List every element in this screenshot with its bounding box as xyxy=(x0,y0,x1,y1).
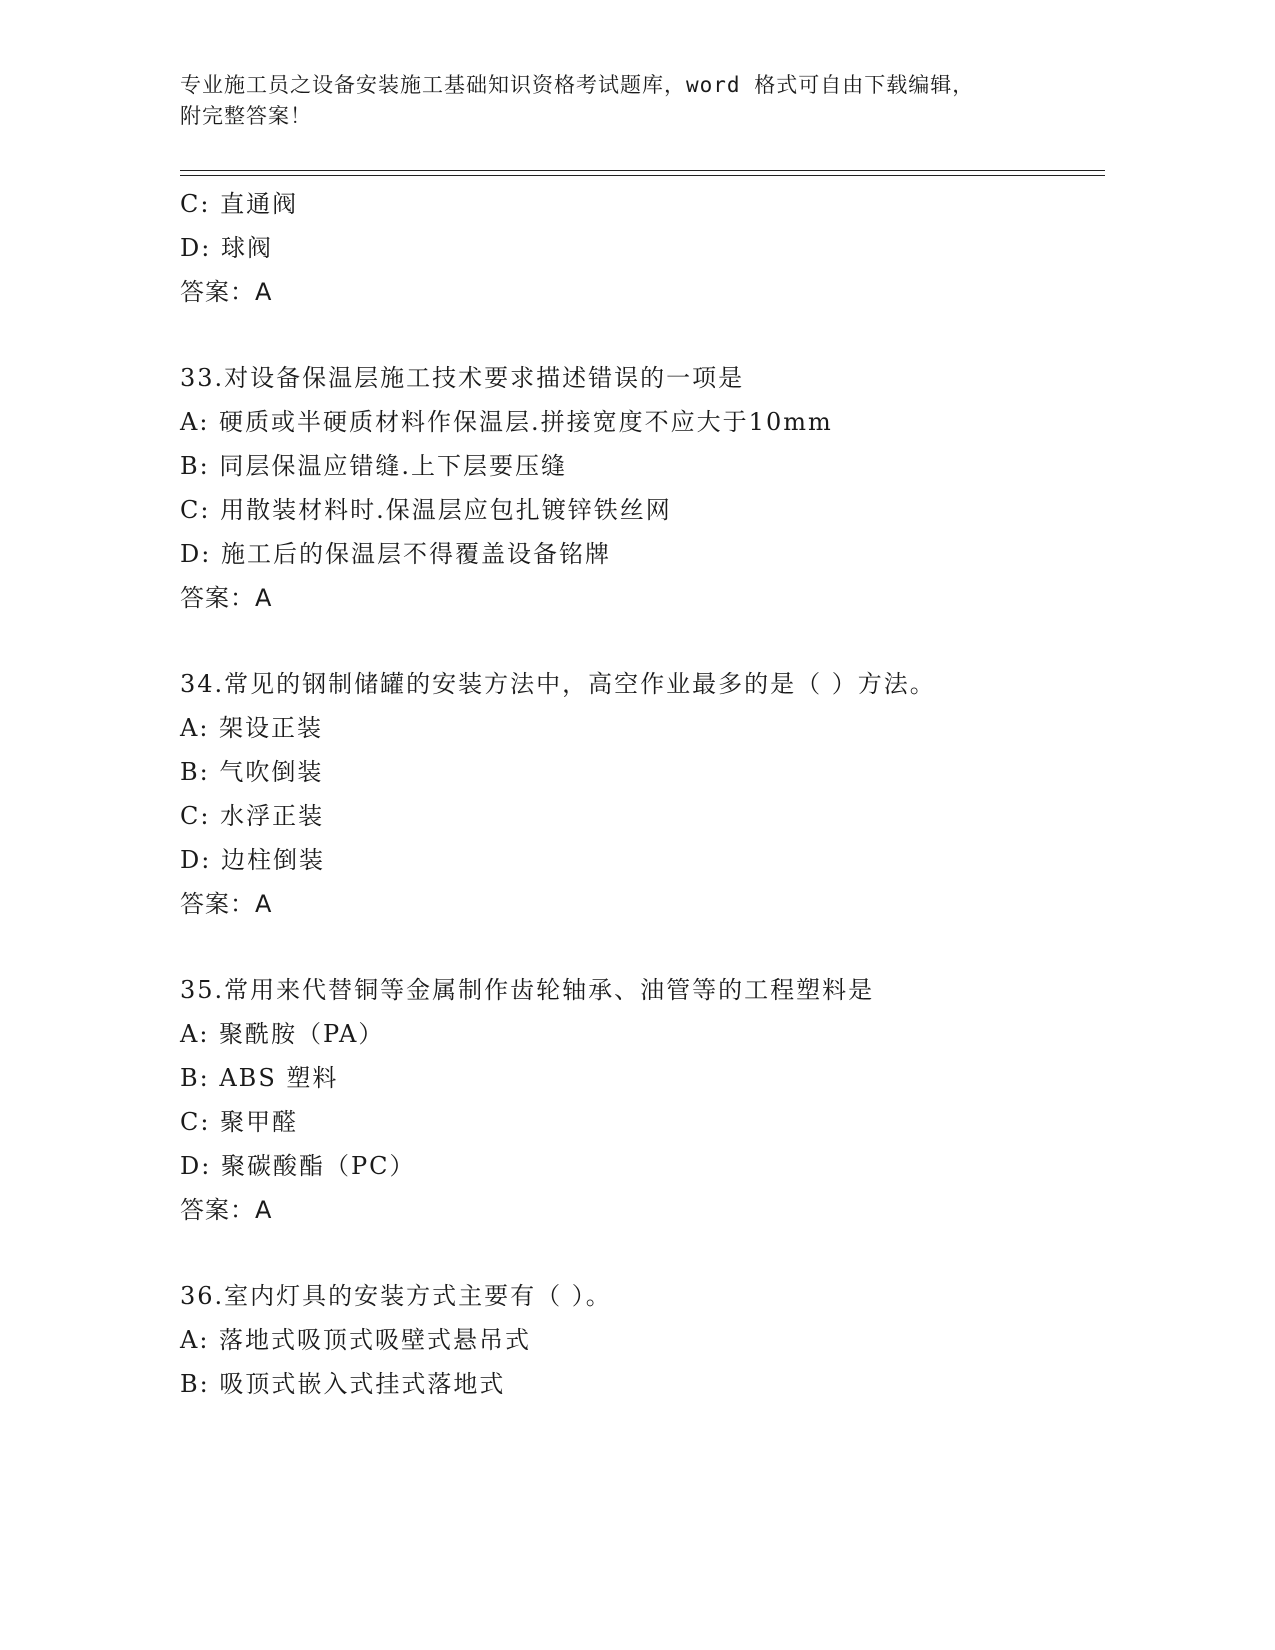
option-c: C: 水浮正装 xyxy=(180,802,325,830)
spacer xyxy=(180,1232,1105,1274)
option-b: B: 吸顶式嵌入式挂式落地式 xyxy=(180,1370,506,1398)
spacer xyxy=(180,926,1105,968)
header-title-line-2: 附完整答案！ xyxy=(180,104,312,128)
spacer xyxy=(180,314,1105,356)
option-c: C: 聚甲醛 xyxy=(180,1108,299,1136)
option-c: C: 用散装材料时.保温层应包扎镀锌铁丝网 xyxy=(180,496,672,524)
option-b: B: 同层保温应错缝.上下层要压缝 xyxy=(180,452,567,480)
answer-line: 答案：A xyxy=(180,278,273,306)
option-c: C: 直通阀 xyxy=(180,190,299,218)
question-33 xyxy=(180,356,1105,620)
question-stem: 34.常见的钢制储罐的安装方法中，高空作业最多的是（ ）方法。 xyxy=(180,670,936,698)
question-35 xyxy=(180,968,1105,1232)
document-header xyxy=(180,70,1080,132)
answer-line: 答案：A xyxy=(180,584,273,612)
header-divider xyxy=(180,170,1105,176)
partial-question xyxy=(180,182,1105,314)
option-d: D: 聚碳酸酯（PC） xyxy=(180,1152,416,1180)
option-b: B: 气吹倒装 xyxy=(180,758,324,786)
answer-line: 答案：A xyxy=(180,1196,273,1224)
question-stem: 36.室内灯具的安装方式主要有（ ）。 xyxy=(180,1282,612,1310)
question-36 xyxy=(180,1274,1105,1406)
question-content xyxy=(180,182,1105,1406)
option-d: D: 施工后的保温层不得覆盖设备铭牌 xyxy=(180,540,611,568)
option-a: A: 落地式吸顶式吸壁式悬吊式 xyxy=(180,1326,532,1354)
question-stem: 35.常用来代替铜等金属制作齿轮轴承、油管等的工程塑料是 xyxy=(180,976,875,1004)
question-stem: 33.对设备保温层施工技术要求描述错误的一项是 xyxy=(180,364,745,392)
option-b: B: ABS 塑料 xyxy=(180,1064,339,1092)
answer-line: 答案：A xyxy=(180,890,273,918)
spacer xyxy=(180,620,1105,662)
option-a: A: 架设正装 xyxy=(180,714,324,742)
option-a: A: 聚酰胺（PA） xyxy=(180,1020,385,1048)
option-d: D: 球阀 xyxy=(180,234,273,262)
option-a: A: 硬质或半硬质材料作保温层.拼接宽度不应大于10mm xyxy=(180,408,833,436)
question-34 xyxy=(180,662,1105,926)
option-d: D: 边柱倒装 xyxy=(180,846,325,874)
header-title-line-1: 专业施工员之设备安装施工基础知识资格考试题库，word 格式可自由下载编辑， xyxy=(180,73,975,97)
